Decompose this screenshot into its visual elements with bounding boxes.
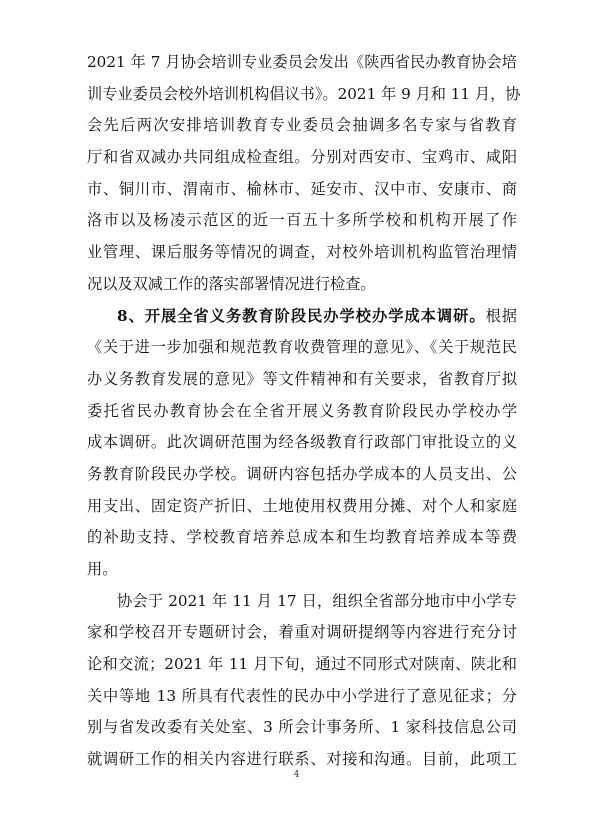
text-line: 业管理、课后服务等情况的调查，对校外培训机构监管治理情	[87, 243, 517, 262]
text-line: 的补助支持、学校教育培养总成本和生均教育培养成本等费	[87, 528, 517, 547]
text-line: 协会于 2021 年 11 月 17 日，组织全省部分地市中小学专	[117, 591, 517, 610]
text-line: 委托省民办教育协会在全省开展义务教育阶段民办学校办学	[87, 401, 517, 420]
text-line: 洛市以及杨凌示范区的近一百五十多所学校和机构开展了作	[87, 211, 517, 230]
text-line: 务教育阶段民办学校。调研内容包括办学成本的人员支出、公	[87, 464, 517, 483]
text-line: 就调研工作的相关内容进行联系、对接和沟通。目前，此项工	[87, 750, 517, 769]
text-line: 关中等地 13 所具有代表性的民办中小学进行了意见征求；分	[87, 686, 517, 705]
text-line: 家和学校召开专题研讨会，着重对调研提纲等内容进行充分讨	[87, 623, 517, 642]
text-line: 用支出、固定资产折旧、土地使用权费用分摊、对个人和家庭	[87, 496, 517, 515]
text-line: 会先后两次安排培训教育专业委员会抽调多名专家与省教育	[87, 116, 517, 135]
text-line: 别与省发改委有关处室、3 所会计事务所、1 家科技信息公司	[87, 718, 517, 737]
text-line: 厅和省双减办共同组成检查组。分别对西安市、宝鸡市、咸阳	[87, 148, 517, 167]
section-heading-line	[87, 301, 517, 333]
text-line: 办义务教育发展的意见》等文件精神和有关要求，省教育厅拟	[87, 369, 517, 388]
section-heading: 8、开展全省义务教育阶段民办学校办学成本调研。	[117, 306, 486, 325]
text-line: 市、铜川市、渭南市、榆林市、延安市、汉中市、安康市、商	[87, 179, 517, 198]
text-line: 用。	[87, 560, 118, 578]
text-line: 训专业委员会校外培训机构倡议书》。2021 年 9 月和 11 月，协	[87, 84, 521, 103]
page-number: 4	[293, 770, 300, 780]
heading-tail-text: 根据	[485, 306, 517, 325]
document-body	[87, 47, 521, 776]
text-line: 2021 年 7 月协会培训专业委员会发出《陕西省民办教育协会培	[87, 53, 517, 71]
text-line: 成本调研。此次调研范围为经各级教育行政部门审批设立的义	[87, 433, 517, 452]
text-line: 况以及双减工作的落实部署情况进行检查。	[87, 274, 376, 293]
text-line: 《关于进一步加强和规范教育收费管理的意见》、《关于规范民	[87, 338, 517, 357]
text-line: 论和交流；2021 年 11 月下旬，通过不同形式对陕南、陕北和	[87, 655, 517, 674]
